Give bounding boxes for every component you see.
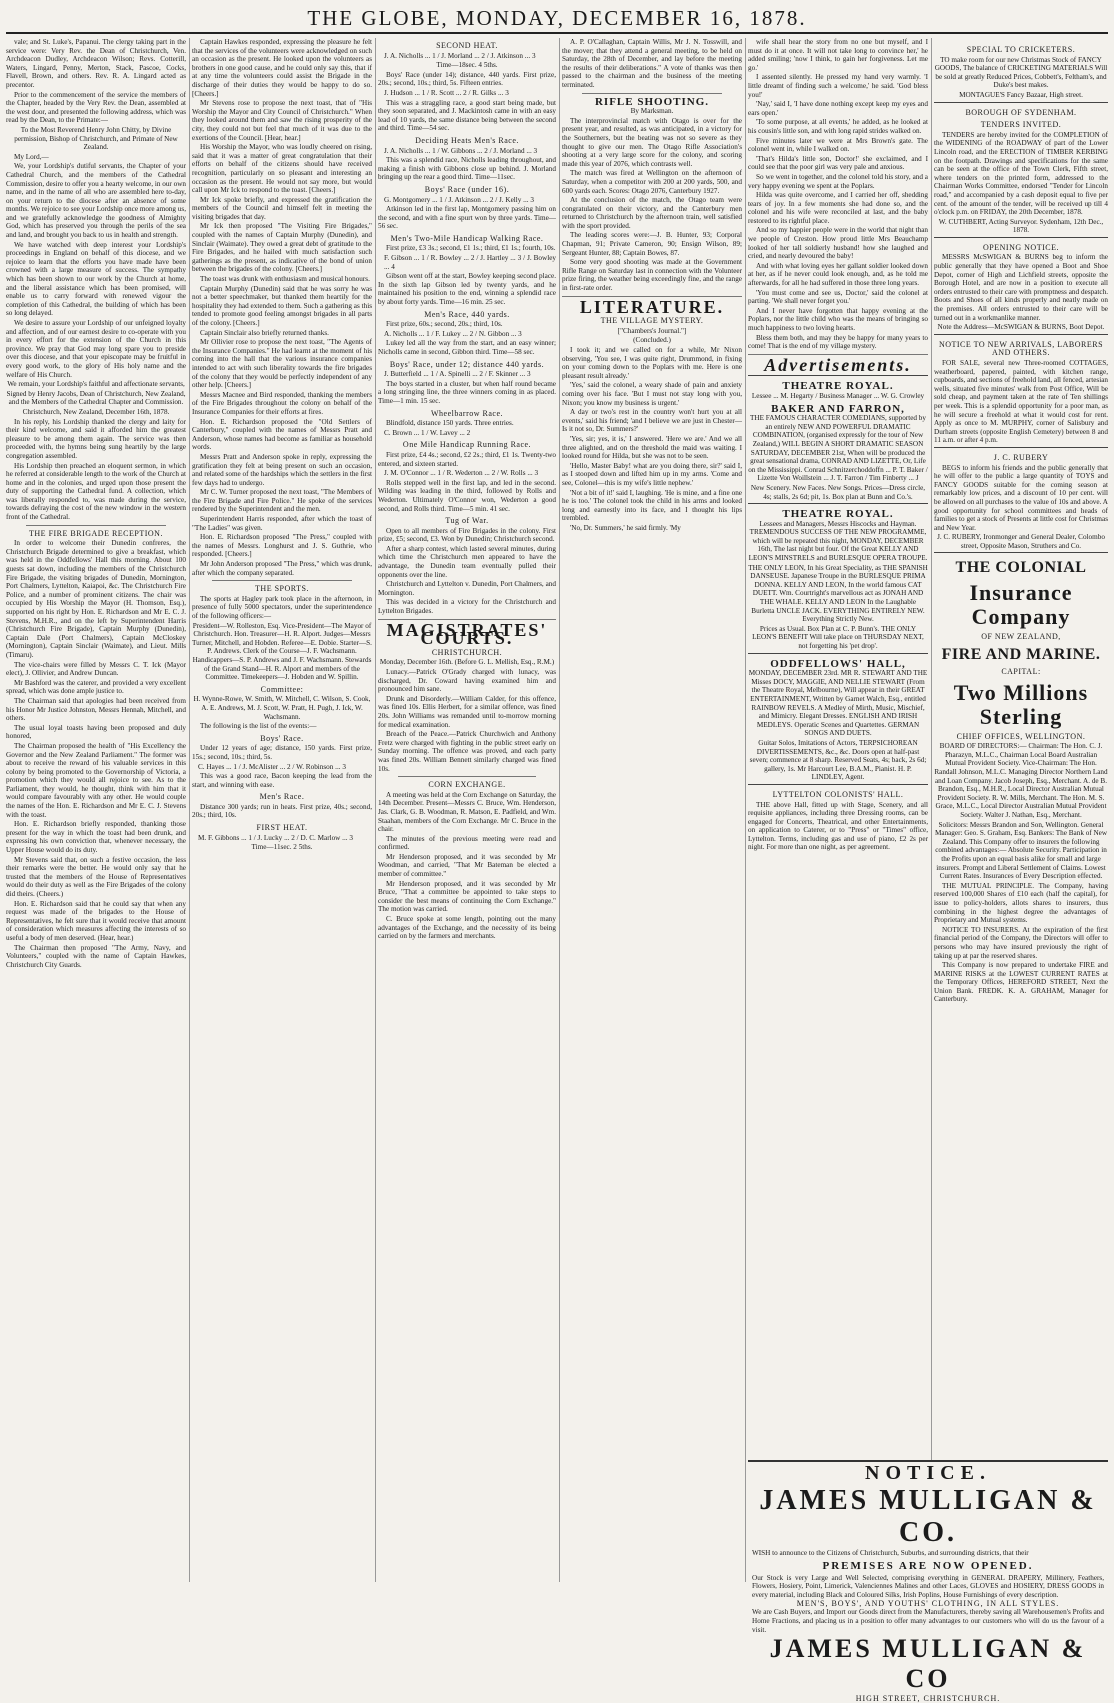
ad-title: J. C. RUBERY [993, 452, 1049, 462]
paragraph: Mr Henderson proposed, and it was seconded by Mr Bruce, "That a committee be appointed to take steps to consider the best means of continuing the Corn Exchange." The motion was carried. [378, 879, 556, 914]
paragraph: And I never have forgotten that happy evening at the Poplars, nor the little child who was the means of bringing so much happiness to two loving hearts. [748, 306, 928, 332]
subheading: CHRISTCHURCH. [431, 647, 503, 657]
section-heading: CORN EXCHANGE. [428, 780, 506, 790]
event-heading: Men's Race. [259, 792, 305, 802]
ad-text: BEGS to inform his friends and the public generally that he will offer to the public a large quantity of TOYS and FANCY GOODS suitable for the coming season at remarkably low prices, and a discount of 10 per cent. will be allowed on all purchases to the value of 10s and above. A good opportunity for school committees and heads of families to get a stock of Presents at little cost for Christmas and New Year. [934, 463, 1108, 532]
paragraph: In his reply, his Lordship thanked the clergy and laity for their kind welcome, and said it afforded him the greatest pleasure to be among them again. The service was then proceeded with, the hymns being sung heartily by the large congregation assembled. [6, 417, 186, 460]
ad-text: NOTICE TO INSURERS. At the expiration of the first financial period of the Company, the Directors will offer to persons who may have insured previously the right of taking up at par the reserved shares. [934, 925, 1108, 960]
ad-text: THE above Hall, fitted up with Stage, Scenery, and all requisite appliances, including three Dressing rooms, can be engaged for Concerts, Theatrical, and other Entertainments, on application to Caterer, or to "Press" or "Times" office, Lyttelton. Terms, including gas and use of piano, £2 2s per night. For more than one night, as per agreement. [748, 800, 928, 852]
column-2 [192, 38, 372, 1582]
paragraph: Captain Murphy (Dunedin) said that he was sorry he was not a better speechmaker, but thanked them heartily for the hospitality they had extended to them. Such a gathering as this tended to promote good feeling amongst brigades in all parts of the colony. [Cheers.] [192, 284, 372, 327]
paragraph: The minutes of the previous meeting were read and confirmed. [378, 834, 556, 852]
paragraph: Lukey led all the way from the start, and an easy winner; Nicholls came in second, Gibbon third. Time—58 sec. [378, 339, 556, 356]
paragraph: This was a good race, Bacon keeping the lead from the start, and winning with ease. [192, 772, 372, 789]
court-date: Monday, December 16th. (Before G. L. Mellish, Esq., R.M.) [379, 658, 555, 667]
time: Time—18sec. 4 5ths. [436, 61, 498, 70]
paragraph: Mr Henderson proposed, and it was seconded by Mr Woodman, and carried, "That Mr Bateman be elected a member of committee." [378, 852, 556, 879]
paragraph: After a sharp contest, which lasted several minutes, during which time the Christchurch men appeared to have the advantage, the Dunedin team eventually pulled their opponents over the line. [378, 544, 556, 579]
paragraph: Hon. E. Richardson briefly responded, thanking those present for the way in which the toast had been drunk, and expressing his own conviction that, whenever necessary, the Upper House would do its duty. [6, 820, 186, 855]
story-source: ["Chambers's Journal."] [617, 326, 687, 335]
section-heading: RIFLE SHOOTING. [594, 95, 710, 108]
committee-list: H. Wynne-Rowe, W. Smith, W. Mitchell, C. Wilson, S. Cook, A. E. Andrews, M. J. Scott, W. Pratt, H. Pugh, J. Ick, W. Wachsmann. [193, 695, 371, 721]
results: F. Gibson ... 1 / R. Bowley ... 2 / J. Hartley ... 3 / J. Bowley ... 4 [384, 254, 556, 271]
paragraph: I took it; and we called on for a while, Mr Nixon observing, 'You see, I was quite right, Drummond, in fixing on your coming down to the Poplars with me. Here is one pleasant result already.' [562, 346, 742, 380]
officers-list: President—W. Rolleston, Esq. Vice-President—The Mayor of Christchurch. Hon. Treasurer—H. R. Alport. Judges—Messrs Turner, Mitchell, and Hobden. Referee—E. Dobie. Starter—S. P. Andrews. Clerk of the Course—J. F. Wachsmann. Handicappers—S. P. Andrews and J. F. Wachsmann. Stewards of the Grand Stand—H. R. Alport and members of the Committee. Timekeepers—J. Hobden and W. Spillin. [192, 621, 372, 682]
notice-text: Our Stock is very Large and Well Selected, comprising everything in GENERAL DRAPERY, Millinery, Feathers, Flowers, Hosiery, Point, Limerick, Valenciennes Malines and other Laces, GLOVES and HOSIERY, DRESS GOODS in every material, including Black and Coloured Silks, Irish Poplins, House Furnishings of every description. [752, 1573, 1104, 1599]
event-heading: Men's Race, 440 yards. [424, 309, 510, 319]
paragraph: Distance 300 yards; run in heats. First prize, 40s.; second, 20s.; third, 10s. [192, 802, 372, 820]
subheading: Committee: [260, 684, 304, 694]
paragraph: Boys' Race (under 14); distance, 440 yards. First prize, 20s.; second, 10s.; third, 5s. Fifteen entries. [378, 70, 556, 88]
results: C. Hayes ... 1 / J. McAlister ... 2 / W. Robinson ... 3 [198, 762, 346, 771]
ad-title: THEATRE ROYAL. [782, 508, 894, 521]
ad-title: Two Millions Sterling [953, 679, 1089, 729]
paragraph: 'You must come and see us, Doctor,' said the colonel at parting. 'We shall never forget you.' [748, 288, 928, 306]
notice-text: WISH to announce to the Citizens of Christchurch, Suburbs, and surrounding districts, that their [752, 1549, 1029, 1557]
results: J. M. O'Connor ... 1 / R. Wederton ... 2 / W. Rolls ... 3 [384, 469, 539, 478]
ad-title: NOTICE TO NEW ARRIVALS, LABORERS AND OTHERS. [938, 339, 1104, 358]
paragraph: Mr Bashford was the caterer, and provided a very excellent spread, which was done ample justice to. [6, 678, 186, 696]
paragraph: The toast was drunk with enthusiasm and musical honours. [200, 275, 370, 284]
paragraph: Mr Stevens said that, on such a festive occasion, the less their remarks were the better. He would only say that he trusted that the members of the House of Representatives would do their duty as well as the Fire Brigades of the colony did theirs. (Cheers.) [6, 855, 186, 898]
section-heading: LITERATURE. [579, 296, 725, 317]
ad-text: This Company is now prepared to undertake FIRE and MARINE RISKS at the LOWEST CURRENT RATES at the Temporary Offices, HEREFORD STREET, Next the Union Bank. FREDK. K. A. GRAHAM, Manager for Canterbury. [934, 961, 1108, 1004]
paragraph: Drunk and Disorderly.—William Calder, for this offence, was fined 10s. Ellis Herbert, for a similar offence, was fined 20s. John Williams was remanded until to-morrow morning for medical examination. [378, 694, 556, 729]
ad-text: BOARD OF DIRECTORS:— Chairman: The Hon. C. J. Pharazyn, M.L.C., Chairman Local Board Australian Mutual Provident Society. Vice-Chairman: The Hon. Randall Johnson, M.L.C. Managing Director Northern Land and Loan Company. Jacob Joseph, Esq., Merchant. A. de B. Brandon, Esq., M.H.R., Local Director Australian Mutual Provident Society. R. W. Mills, Merchant. The Hon. M. S. Grace, M.L.C., Local Director Australian Mutual Provident Society. Walter J. Nathan, Esq., Merchant. [934, 742, 1108, 819]
column-1 [6, 38, 186, 1582]
notice-premises: PREMISES ARE NOW OPENED. [822, 1559, 1034, 1572]
paragraph: In order to welcome their Dunedin confreres, the Christchurch Brigade determined to give a breakfast, which was held in the Oddfellows' Hall this morning. About 100 guests sat down, including the members of the Christchurch Fire Brigade, the visiting brigades of Dunedin, Mornington, Port Chalmers, Lyttelton, Kaiapoi, &c. The Christchurch Fire Police, and a number of prominent citizens. The chair was occupied by His Worship the Mayor (H. Thomson, Esq.), supported on his right by Hon. E. Richardson and Mr E. C. J. Stevens, M.H.R., and on the left by Superintendent Harris (Christchurch Fire Brigade), Captain Murphy (Dunedin), Captain Dale (Port Chalmers), Captain McCloskey (Mornington), Captain Sinclair (Waimate), and Lieut. Mills (Timaru). [6, 539, 186, 659]
paragraph: Hilda was quite overcome, and I carried her off, shedding tears of joy. In a few moments she had done so, and the colonel and his wife were reconciled at last, and the baby restored to its rightful place. [748, 191, 928, 225]
section-heading: THE FIRE BRIGADE RECEPTION. [29, 528, 163, 538]
ad-subtitle: CHIEF OFFICES, WELLINGTON. [956, 731, 1086, 741]
ad-text: Note the Address—McSWIGAN & BURNS, Boot Depot. [937, 323, 1105, 332]
paragraph: Lunacy.—Patrick O'Grady charged with lunacy, was discharged, Dr. Coward having examined him and pronounced him sane. [378, 668, 556, 694]
ad-theatre-royal-1 [748, 375, 928, 501]
paragraph: Messrs Macnee and Bird responded, thanking the members of the Fire Brigades throughout the colony on behalf of the Insurance Companies for their efforts at fires. [192, 390, 372, 416]
ad-title: BOROUGH OF SYDENHAM. [965, 107, 1077, 117]
paragraph: Mr Stevens rose to propose the next toast, that of "His Worship the Mayor and City Council of Christchurch." When they looked around them and saw the rising prosperity of the city, they could not but feel that much of it was due to the exertions of the Council. [Hear, hear.] [192, 99, 372, 142]
ad-text: THE MUTUAL PRINCIPLE. The Company, having reserved 100,000 Shares of £10 each (half the capital), for issue to policy-holders, allots shares to insurers, thus combining in the highest degree the advantages of Proprietary and Mutual systems. [934, 881, 1108, 925]
paragraph: Atkinson led in the first lap, Montgomery passing him on the second, and with a fine spurt won by three yards. Time—56 sec. [378, 205, 556, 231]
results: J. Butterfield ... 1 / A. Spinelli ... 2 / F. Skinner ... 3 [384, 370, 531, 379]
signature: Signed by Henry Jacobs, Dean of Christchurch, New Zealand, and the Members of the Cathedral Chapter and Commission. [6, 389, 186, 407]
paragraph: The usual loyal toasts having been proposed and duly honored, [6, 723, 186, 741]
results: J. A. Nicholls ... 1 / W. Gibbons ... 2 / J. Morland ... 3 [384, 146, 538, 155]
paragraph: Breach of the Peace.—Patrick Churchwich and Anthony Fretz were charged with fighting in the public street early on Sunday morning. The offence was proved, and each party was fined 20s. William Bennett similarly charged was fined 10s. [378, 730, 556, 773]
paragraph: The leading scores were:—J. B. Hunter, 93; Corporal Chapman, 91; Private Cameron, 90; Ensign Wilson, 89; Sergeant Hunter, 88; Captain Bowes, 87. [562, 231, 742, 257]
paragraph: Open to all members of Fire Brigades in the colony. First prize, £5; second, £3. Won by Dunedin; Christchurch second. [378, 526, 556, 544]
ad-sydenham [934, 102, 1108, 235]
paragraph: We desire to assure your Lordship of our unfeigned loyalty and affection, and of our earnest desire to co-operate with you in every effort for the extension of the Church in this province. We pray that God may long spare you to preside over this diocese, and that your episcopate may be fruitful in every good work, to the glory of His holy name and the welfare of His Church. [6, 319, 186, 379]
paragraph: The Chairman proposed the health of "His Excellency the Governor and the New Zealand Parliament." The former was about to receive the reward of his valuable services in this colony by being promoted to the Governorship of Victoria, a promotion which they would all rejoice to see. As to the Parliament, they would, he thought, think with him that it would compare favourably with any other. He would couple the names of the Hon. E. Richardson and Mr E. C. J. Stevens with the toast. [6, 741, 186, 819]
ad-title: ODDFELLOWS' HALL, [770, 657, 906, 670]
heat-heading: SECOND HEAT. [436, 41, 498, 50]
ad-text: MESSRS McSWIGAN & BURNS beg to inform the public generally that they have opened a Boot and Shoe Depot, corner of High and Lichfield streets, opposite the Borough Hotel, and are now in a position to execute all orders entrusted to their care with promptness and despatch. Boots and Shoes of all kinds properly and neatly made on the premises. All orders entrusted to their care will be turned out in a workmanlike manner. [934, 253, 1108, 322]
paragraph: C. Bruce spoke at some length, pointing out the many advantages of the Exchange, and the necessity of its being carried on by the farmers and merchants. [378, 915, 556, 941]
paragraph: Captain Hawkes responded, expressing the pleasure he felt that the services of the volunteers were acknowledged on such an occasion as the present. He looked upon the volunteers as brothers in one good cause, and he could only say this, that if at any time the volunteers could assist the Brigade in the discharge of their duties they would be happy to do so. [Cheers.] [192, 38, 372, 98]
story-note: (Concluded.) [633, 336, 671, 345]
ad-text: MONDAY, DECEMBER 23rd. MR R. STEWART AND THE Misses DOCY, MAGGIE, AND NELLIE STEWART (From the Theatre Royal, Melbourne), Will appear in their GREAT ENTERTAINMENT, Written by Garnet Walch, Esq., entitled RAINBOW REVELS. A Medley of Mirth, Music, Mischief, and Mimicry. Elegant Dresses. ENGLISH AND IRISH MEDLEYS. Operatic Scenes and Quartettes. GERMAN SONGS AND DUETS. [748, 669, 928, 738]
ad-text: New Scenery. New Faces. New Songs. Prices—Dress circle, 4s; stalls, 2s 6d; pit, 1s. Box plan at Bunn and Co.'s. [750, 483, 926, 501]
paragraph: Under 12 years of age; distance, 150 yards. First prize, 15s.; second, 10s.; third, 5s. [192, 744, 372, 761]
paragraph: 'To some purpose, at all events,' he added, as he looked at his cousin's little son, and with long rapid strides walked on. [748, 118, 928, 135]
column-3 [378, 38, 556, 1582]
paragraph: His Worship the Mayor, who was loudly cheered on rising, said that it was a matter of great congratulation that their efforts on behalf of the citizens should have received recognition, particularly on so pleasant and interesting an occasion as the present. He would not say more, but would call upon Mr Ick to respond to the toast. [Cheers.] [192, 143, 372, 195]
event-heading: Boys' Race. [260, 733, 304, 743]
masthead [6, 4, 1108, 34]
paragraph: Mr Ick spoke briefly, and expressed the gratification the members of the Council and himself felt in meeting the visiting brigades that day. [192, 195, 372, 221]
ad-title: LYTTELTON COLONISTS' HALL. [772, 789, 904, 799]
notice-clothing: MEN'S, BOYS', AND YOUTHS' CLOTHING, IN ALL STYLES. [796, 1599, 1060, 1609]
heat-heading: FIRST HEAT. [256, 823, 308, 833]
event-heading: Wheelbarrow Race. [430, 408, 504, 418]
paragraph: His Lordship then preached an eloquent sermon, in which he referred at considerable length to the work of the Church at home and in the colonies, and urged upon those present the duty of supporting the Cathedral fund. A collection, which was liberally responded to, was made during the service, towards defraying the cost of the new window in the western front of the Cathedral. [6, 461, 186, 522]
paragraph: The following is the list of the events:— [200, 722, 317, 731]
paragraph: Hon. E. Richardson proposed the "Old Settlers of Canterbury," coupled with the names of Messrs Pratt and Anderson, whose names had become as familiar as household words. [192, 417, 372, 452]
paragraph: 'Yes, sir; yes, it is,' I answered. 'Here we are.' And we all three alighted, and on the threshold the maid was waiting. I looked round for Hilda, but she was not to be seen. [562, 434, 742, 461]
paragraph: We have watched with deep interest your Lordship's proceedings in England on behalf of this diocese, and we rejoice to learn that the efforts you have made have been crowned with a large measure of success. The sympathy which has been shown to our work by the Church at home, and the liberal assistance which has been promised, will enable us to carry forward with renewed vigour the completion of this Cathedral, the building of which has been so long delayed. [6, 240, 186, 318]
paragraph: And so my happier people were in the world that night than we people of Creston. How proud little Mrs Beauchamp looked of her tall soldierly husband! how she laughed and cried, and nearly devoured the baby! [748, 226, 928, 261]
address-heading: To the Most Reverend Henry John Chitty, by Divine permission, Bishop of Christchurch, and Primate of New Zealand. [14, 125, 178, 152]
ad-title: Insurance Company [969, 580, 1073, 630]
section-heading: THE SPORTS. [255, 584, 309, 594]
ad-subtitle: TENDERS INVITED. [980, 120, 1062, 130]
paragraph: A meeting was held at the Corn Exchange on Saturday, the 14th December. Present—Messrs C. Bruce, Wm. Henderson, Jas. Clark, G. B. Woodman, R. Matson, E. Padfield, and Wm. Staahan, members of the Corn Exchange. Mr C. Bruce in the chair. [378, 790, 556, 834]
event-heading: One Mile Handicap Running Race. [402, 440, 532, 450]
ad-text: Lessees and Managers, Messrs Hiscocks and Hayman. TREMENDOUS SUCCESS OF THE NEW PROGRAMME, which will be repeated this night, MONDAY, DECEMBER 16th, The last night but four. Of the Great KELLY AND LEON'S MINSTRELS and BURLESQUE OPERA TROUPE. [748, 519, 928, 563]
paragraph: The Chairman then proposed "The Army, Navy, and Volunteers," coupled with the name of Captain Hawkes, Christchurch City Guards. [6, 943, 186, 969]
ad-text: MONTAGUE'S Fancy Bazaar, High street. [959, 90, 1083, 99]
results: A. Nicholls ... 1 / F. Lukey ... 2 / N. Gibbon ... 3 [384, 329, 522, 338]
results: J. A. Nicholls ... 1 / J. Morland ... 2 / J. Atkinson ... 3 [384, 51, 536, 60]
paragraph: First prize, £3 3s.; second, £1 1s.; third, £1 1s.; fourth, 10s. [386, 244, 556, 253]
paragraph: The Chairman said that apologies had been received from his Honor Mr Justice Johnston, Messrs Hennah, Mitchell, and others. [6, 696, 186, 723]
notice-text: We are Cash Buyers, and Import our Goods direct from the Manufacturers, thereby saving all Warehousemen's Profits and Home Fractions, and placing us in a position to offer many advantages to our customers who will do us the favour of a visit. [752, 1608, 1104, 1634]
ad-subtitle: OF NEW ZEALAND, [981, 632, 1061, 642]
ad-opening-notice [934, 237, 1108, 332]
paragraph: 'That's Hilda's little son, Doctor!' she exclaimed, and I could see that the poor girl was very pale and anxious. [748, 154, 928, 172]
paragraph: First prize, 60s.; second, 20s.; third, 10s. [386, 320, 503, 329]
paragraph: Prior to the commencement of the service the members of the Chapter, headed by the Very Rev. the Dean, assembled at the west door, and presented the following address, which was read by the Dean, to the Primate:— [6, 90, 186, 125]
time: Time—11sec. 2 5ths. [251, 843, 313, 852]
ad-text: THE ONLY LEON, In his Great Speciality, as THE SPANISH DANSEUSE. Japanese Troupe in the BURLESQUE PRIMA DONNA. KELLY AND LEON, In the world famous CAT DUETT. Wm. Courtright's marvellous act as JONAH AND THE WHALE. KELLY AND LEON In the Laughable Burletta UNCLE JACK. EVERYTHING ENTIRELY NEW. Everything Strictly New. [748, 563, 928, 624]
masthead-title: THE GLOBE, MONDAY, DECEMBER 16, 1878. [307, 6, 807, 30]
paragraph: The vice-chairs were filled by Messrs C. T. Ick (Mayor elect), J. Ollivier, and Andrew Duncan. [6, 660, 186, 678]
event-heading: Deciding Heats Men's Race. [415, 135, 519, 145]
dateline: Christchurch, New Zealand, December 16th, 1878. [22, 407, 170, 416]
paragraph: This was a straggling race, a good start being made, but they soon separated, and J. Mackintosh came in with an easy lead of 10 yards, the same distance being between the second and third. Time—54 sec. [378, 98, 556, 133]
paragraph: This was decided in a victory for the Christchurch and Lyttelton Brigades. [378, 598, 556, 616]
paragraph: This was a splendid race, Nicholls leading throughout, and making a finish with Gibbons close up behind. J. Morland bringing up the rear a good third. Time—11sec. [378, 156, 556, 182]
story-title: THE VILLAGE MYSTERY. [600, 316, 704, 326]
event-heading: Boys' Race (under 16). [424, 184, 510, 194]
paragraph: Mr John Anderson proposed "The Press," which was drunk, after which the company separated. [192, 560, 372, 577]
paragraph: 'Not a bit of it!' said I, laughing. 'He is mine, and a fine one he is too.' The colonel took the child in his arms and looked long and earnestly into its face, and I thought his lips trembled. [562, 488, 742, 523]
ad-james-mulligan [748, 1460, 1108, 1703]
paragraph: 'Nay,' said I, 'I have done nothing except keep my eyes and ears open.' [748, 100, 928, 117]
paragraph: At the conclusion of the match, the Otago team were congratulated on their victory, and the Canterbury men returned to Christchurch by the afternoon train, well satisfied with the sport provided. [562, 196, 742, 230]
results: C. Brown ... 1 / W. Lavey ... 2 [384, 428, 471, 437]
byline: By Marksman. [630, 107, 674, 116]
paragraph: The match was fired at Wellington on the afternoon of Saturday, when a competitor with 200 at 200 yards, 500, and 600 yards each. Scores: Otago 2076, Canterbury 1927. [562, 169, 742, 195]
ad-lyttelton-hall [748, 784, 928, 852]
paragraph: Mr C. W. Turner proposed the next toast, "The Members of the Fire Brigade and Fire Police." He spoke of the services rendered by the Superintendent and the men. [192, 488, 372, 514]
paragraph: Gibson went off at the start, Bowley keeping second place. In the sixth lap Gibson led by twenty yards, and he maintained his position to the end, winning a splendid race by about forty yards. Time—16 min. 25 sec. [378, 272, 556, 307]
ad-text: Guitar Solos, Imitations of Actors, TERPSICHOREAN DIVERTISSEMENTS, &c., &c. Doors open at half-past seven; commence at 8 sharp. Reserved Seats, 4s; back, 2s 6d; gallery, 1s. Mr Harcourt Lee, B.A.M., Pianist. H. P. LINDLEY, Agent. [749, 738, 927, 782]
ad-title: SPECIAL TO CRICKETERS. [966, 45, 1076, 54]
paragraph: Rolls stepped well in the first lap, and led in the second. Wilding was leading in the third, followed by Rolls and Wederton. Ultimately O'Connor won, Wederton a good second, and Rolls third. Time—5 min. 41 sec. [378, 478, 556, 513]
results: G. Montgomery ... 1 / J. Atkinson ... 2 / J. Kelly ... 3 [384, 195, 534, 204]
notice-title: NOTICE. [865, 1462, 991, 1484]
ad-text: Prices as Usual. Box Plan at C. P. Bunn's. THE ONLY LEON'S BENEFIT Will take place on THURSDAY NEXT, not forgetting his 'pet drop'. [752, 624, 924, 650]
paragraph: I assented silently. He pressed my hand very warmly. 'I little dreamt of finding such a welcome,' he said. 'God bless you!' [748, 73, 928, 99]
ad-title: THEATRE ROYAL. [782, 380, 894, 393]
paragraph: Some very good shooting was made at the Government Rifle Range on Saturday last in connection with the Volunteer prize firing, the weather being exceedingly fine, and the range in first-rate order. [562, 258, 742, 293]
paragraph: Superintendent Harris responded, after which the toast of "The Ladies" was given. [192, 515, 372, 532]
event-heading: Tug of War. [445, 516, 489, 526]
event-heading: Men's Two-Mile Handicap Walking Race. [390, 233, 544, 243]
ad-title: BAKER AND FARRON, [771, 402, 905, 415]
ad-rubery [934, 447, 1108, 551]
paragraph: Messrs Pratt and Anderson spoke in reply, expressing the gratification they felt at being present on such an occasion, and related some of the hardships which the settlers in the first few days had to undergo. [192, 452, 372, 487]
paragraph: 'Yes,' said the colonel, a weary shade of pain and anxiety coming over his face. 'But I must not stay long with you, Nixon; you know my business is urgent.' [562, 381, 742, 407]
paragraph: So we went in together, and the colonel told his story, and a very happy evening we spent at the Poplars. [748, 172, 928, 190]
results: M. F. Gibbons ... 1 / J. Lucky ... 2 / D. C. Marlow ... 3 [198, 833, 353, 842]
ad-cricketers [934, 40, 1108, 100]
paragraph: The interprovincial match with Otago is over for the present year, and resulted, as was anticipated, in a victory for the Southerners, but the beating was not so severe as they thought to give our men. The Otago Rifle Association's shooting at a very large score for the colony, and scoring made this year of 2076, which contrasts well. [562, 116, 742, 168]
notice-company: JAMES MULLIGAN & CO. [759, 1485, 1097, 1548]
paragraph: Hon. E. Richardson said that he could say that when any request was made of the brigades to the House of Representatives, he felt sure that it would receive that amount of consideration which measures affecting the interests of so useful a body of men deserved. (Hear, hear.) [6, 899, 186, 942]
paragraph: Five minutes later we were at Mrs Brown's gate. The colonel went in, while I walked on. [748, 136, 928, 154]
notice-address: HIGH STREET, CHRISTCHURCH. [855, 1694, 1001, 1703]
paragraph: A. P. O'Callaghan, Captain Willis, Mr J. N. Tosswill, and the mover; that they attend a general meeting, to be held on Saturday, the 28th of December, and lay before the meeting the results of their deliberations." A vote of thanks was then passed to the chairman and the business of the meeting terminated. [562, 38, 742, 89]
paragraph: vale; and St. Luke's, Papanui. The clergy taking part in the service were: Very Rev. the Dean of Christchurch, Ven. Archdeacon Dudley, Archdeacon Wilson; Revs. Cotterill, Waters, Lingard, Penny, Merton, Stack, Pascoe, Cocks, Flavell, Brown, and others. Rev. R. A. Lingard acted as precentor. [6, 38, 186, 89]
notice-company-footer: JAMES MULLIGAN & CO [769, 1634, 1087, 1694]
ad-text: Solicitors: Messrs Brandon and Son, Wellington. General Manager: Geo. S. Graham, Esq. Bankers: The Bank of New Zealand. This Company offer to insurers the following combined advantages:— Absolute Security. Participation in the Profits upon an equal basis alike for small and large insurers. Prompt and Liberal Settlement of Claims. Lowest Current Rates. Insurances of Every Description effected. [934, 820, 1108, 881]
ad-text: W. CUTHBERT, Acting Surveyor. Sydenham, 12th Dec., 1878. [938, 217, 1104, 235]
section-heading: MAGISTRATES' COURTS. [386, 619, 548, 649]
paragraph: 'No, Dr. Summers,' he said firmly. 'My [570, 523, 681, 532]
ad-title: THE COLONIAL [955, 559, 1087, 577]
results: J. Hudson ... 1 / R. Scott ... 2 / R. Gilks ... 3 [384, 88, 509, 97]
ad-title: FIRE AND MARINE. [941, 646, 1101, 664]
ad-theatre-royal-2 [748, 503, 928, 651]
advertisements-heading: Advertisements. [764, 354, 912, 375]
paragraph: The boys started in a cluster, but when half round became a long stringing line, the three winners coming in as placed. Time—1 min. 15 sec. [378, 379, 556, 405]
paragraph: And with what loving eyes her gallant soldier looked down at her, as if he never could look enough, and, as he told me afterwards, for all he had suffered in those three long years. [748, 261, 928, 288]
ad-text: TENDERS are hereby invited for the COMPLETION of the WIDENING of the ROADWAY of part of the Lower Lincoln road, and the ERECTION of TIMBER KERBING on the footpath. Drawings and specifications for the same can be seen at the office of the Town Clerk, Fifth street, where tenders on the printed form, addressed to the Chairman Works Committee, endorsed "Tender for Lincoln road," and accompanied by a cash deposit equal to five per cent. of the amount of the tender, will be received up till 4 o'clock p.m. on FRIDAY, the 20th December, 1878. [934, 130, 1108, 217]
ad-text: Lessee ... M. Hegarty / Business Manager ... W. G. Crowley [751, 391, 925, 400]
ad-title: OPENING NOTICE. [983, 242, 1059, 252]
ad-text: J. C. RUBERY, Ironmonger and General Dealer, Colombo street, Opposite Mason, Struthers and Co. [937, 533, 1105, 550]
paragraph: 'Hello, Master Baby! what are you doing there, sir?' said I, as I stooped down and lifted him up in my arms. 'Come and see, Colonel—this is my wife's little nephew.' [562, 461, 742, 487]
paragraph: Bless them both, and may they be happy for many years to come! That is the end of my village mystery. [748, 333, 928, 351]
paragraph: Mr Ollivier rose to propose the next toast, "The Agents of the Insurance Companies." He had learnt at the moment of his coming into the hall that the various insurance companies intended to act with such liberality towards the fire brigades of the colony that they would be perfectly independent of any other help. [Cheers.] [192, 338, 372, 390]
ad-colonial-insurance [934, 552, 1108, 1004]
ad-new-arrivals [934, 334, 1108, 445]
paragraph: Mr Ick then proposed "The Visiting Fire Brigades," coupled with the names of Captain Murphy (Dunedin), and Sinclair (Waimate). They owed a great debt of gratitude to the Fire Brigades, and he hailed with much satisfaction such gatherings as the present, as indicative of the bond of union between the brigades of the colony. [Cheers.] [192, 222, 372, 274]
salutation: My Lord,— [14, 152, 49, 161]
ad-oddfellows-hall [748, 653, 928, 782]
ad-text: TO make room for our new Christmas Stock of FANCY GOODS, The balance of CRICKETING MATERIALS Will be sold at greatly Reduced Prices, Cobbett's, Feltham's, and Duke's best makes. [934, 55, 1108, 90]
paragraph: A day or two's rest in the country won't hurt you at all events,' said his friend; 'and I believe we are just in Chester—Is it not so, Dr. Summers?' [562, 408, 742, 434]
paragraph: The sports at Hagley park took place in the afternoon, in presence of fully 5000 spectators, under the superintendence of the following officers:— [192, 594, 372, 620]
column-6 [934, 38, 1108, 1582]
closing: We remain, your Lordship's faithful and affectionate servants, [7, 380, 185, 389]
column-5 [748, 38, 928, 1582]
ad-text: FOR SALE, several new Three-roomed COTTAGES, weatherboard, papered, painted, with kitchen range, cupboards, and sections of freehold land, all fenced, artesian wells, situated five minutes' walk from Post Office, Will be sold cheap, and payment taken at the rate of Ten shillings per week. This is a splendid opportunity for a poor man, as he will secure a freehold at what it would cost for rent. Apply as once to M. MURPHY, corner of Salisbury and Durham streets (opposite English Cemetery) between 8 and 11 a.m. or after 4 p.m. [934, 359, 1108, 445]
paragraph: First prize, £4 4s.; second, £2 2s.; third, £1 1s. Twenty-two entered, and sixteen started. [378, 450, 556, 468]
paragraph: wife shall hear the story from no one but myself, and I must do it at once. It will not take long to convince her,' he added smiling; 'now I think, to gain her forgiveness. Let me go.' [748, 38, 928, 72]
paragraph: Blindfold, distance 150 yards. Three entries. [386, 419, 514, 428]
paragraph: Christchurch and Lyttelton v. Dunedin, Port Chalmers, and Mornington. [378, 580, 556, 597]
ad-text: THE FAMOUS CHARACTER COMEDIANS, supported by an entirely NEW AND POWERFUL DRAMATIC COMBINATION, (organised expressly for the tour of New Zealand,) WILL BEGIN A SHORT DRAMATIC SEASON SATURDAY, DECEMBER 21st, When will be produced the great sensational drama, CONRAD AND LIZETTE, Or, Life on the Mississippi. Conrad Schnitzerchoddoffn ... P. T. Baker / Lizette Von Woillstein ... J. T. Farron / Tim Finberty ... J [748, 414, 928, 483]
column-4 [562, 38, 742, 1582]
paragraph: Captain Sinclair also briefly returned thanks. [200, 328, 329, 337]
paragraph: We, your Lordship's dutiful servants, the Chapter of your Cathedral Church, and the members of the Cathedral Commission, desire to offer you a hearty welcome, in our own name, and in the name of all who are assembled here to-day, on your return to the diocese after an absence of some months. We rejoice to see your Lordship once more among us, and we gratefully acknowledge the goodness of Almighty God, which has preserved you through the perils of the sea and land, and brought you back to us in health and strength. [6, 162, 186, 240]
paragraph: Hon. E. Richardson proposed "The Press," coupled with the names of Messrs. Longhurst and J. S. Guthrie, who responded. [Cheers.] [192, 533, 372, 559]
event-heading: Boys' Race, under 12; distance 440 yards. [389, 359, 545, 369]
ad-subtitle: CAPITAL: [1001, 667, 1041, 677]
